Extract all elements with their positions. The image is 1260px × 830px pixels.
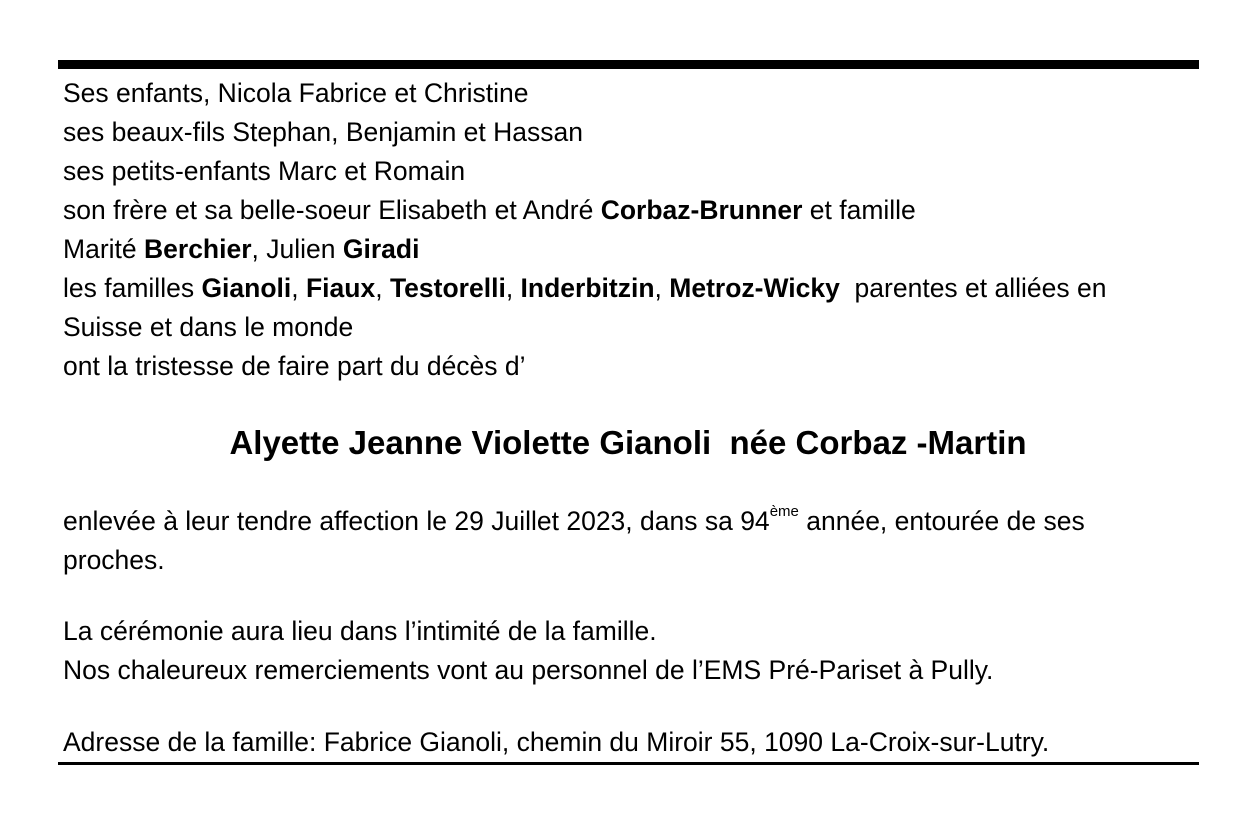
family-text: Marité — [63, 234, 144, 264]
deceased-name: Alyette Jeanne Violette Gianoli née Corbaz -Martin — [229, 424, 1027, 461]
family-line: ses petits-enfants Marc et Romain — [63, 156, 466, 186]
family-surname: Fiaux — [306, 273, 376, 303]
family-text: , — [505, 273, 521, 303]
family-surname: Gianoli — [201, 273, 292, 303]
family-list — [63, 74, 1203, 386]
ordinal-suffix: ème — [769, 503, 799, 521]
family-text: et famille — [802, 195, 916, 225]
family-line: ses beaux-fils Stephan, Benjamin et Hassan — [63, 117, 583, 147]
death-text: année, entourée de ses — [798, 506, 1085, 536]
family-line — [63, 230, 1203, 269]
address-line: Adresse de la famille: Fabrice Gianoli, chemin du Miroir 55, 1090 La-Croix-sur-Lutry. — [63, 727, 1050, 757]
family-text: son frère et sa belle-soeur Elisabeth et André — [63, 195, 601, 225]
family-surname: Corbaz-Brunner — [600, 195, 803, 225]
death-line: proches. — [63, 545, 165, 575]
family-address — [63, 723, 1203, 762]
family-line — [63, 269, 1203, 308]
family-surname: Metroz-Wicky — [669, 273, 840, 303]
family-text: , — [375, 273, 390, 303]
ceremony-line: Nos chaleureux remerciements vont au personnel de l’EMS Pré-Pariset à Pully. — [63, 655, 994, 685]
death-text: enlevée à leur tendre affection le 29 Juillet 2023, dans sa 94 — [63, 506, 770, 536]
family-text: les familles — [63, 273, 202, 303]
family-line: ont la tristesse de faire part du décès d’ — [63, 351, 526, 381]
death-line — [63, 502, 1203, 541]
top-rule — [58, 60, 1199, 69]
family-surname: Testorelli — [389, 273, 506, 303]
family-line: Suisse et dans le monde — [63, 312, 354, 342]
family-text: , Julien — [251, 234, 343, 264]
family-text: parentes et alliées en — [839, 273, 1107, 303]
ceremony-line: La cérémonie aura lieu dans l’intimité de la famille. — [63, 616, 657, 646]
family-surname: Berchier — [144, 234, 252, 264]
family-line — [63, 191, 1203, 230]
death-notice — [63, 502, 1203, 580]
ceremony-info — [63, 612, 1203, 690]
bottom-rule — [58, 762, 1199, 765]
family-text: , — [291, 273, 306, 303]
family-line: Ses enfants, Nicola Fabrice et Christine — [63, 78, 529, 108]
family-surname: Giradi — [342, 234, 420, 264]
family-surname: Inderbitzin — [520, 273, 655, 303]
family-text: , — [654, 273, 670, 303]
